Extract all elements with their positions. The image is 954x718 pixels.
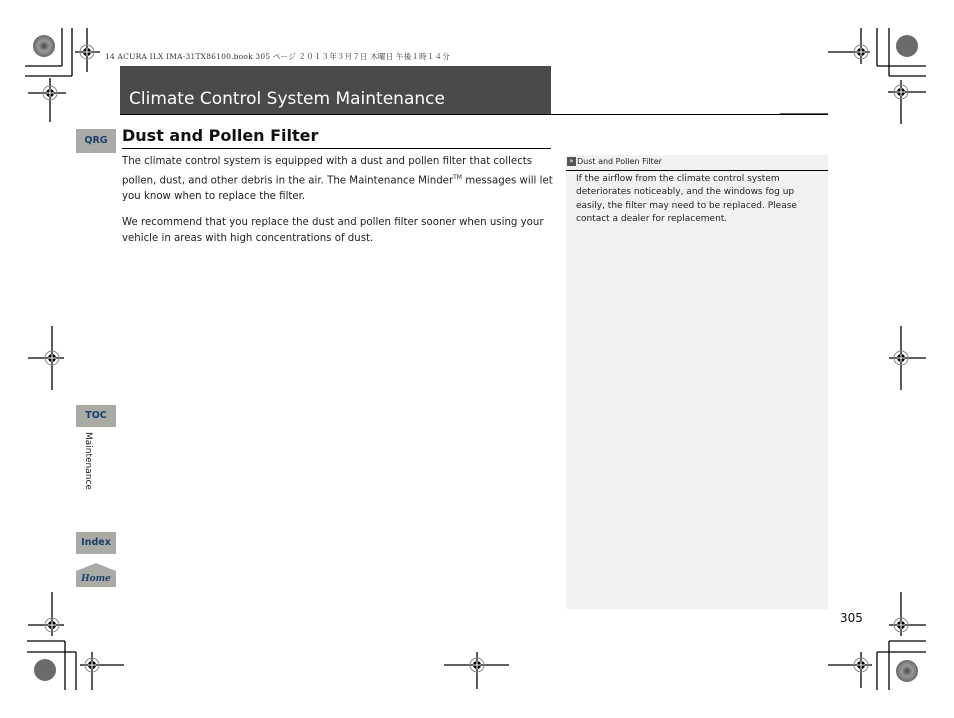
index-button[interactable]: Index [76,532,116,554]
paragraph-text: messages will let you know when to replace the filter. [122,175,553,203]
paragraph-text: The climate control system is equipped with a dust and pollen filter that collects pollen, dust, and other debris in the air. The Maintenance Minder [122,156,533,187]
section-heading: Dust and Pollen Filter [122,126,319,145]
page-title: Climate Control System Maintenance [129,89,445,109]
page-number: 305 [840,611,863,625]
print-header: 14 ACURA ILX IMA-31TX86100.book 305 ページ ２０１３年３月７日 木曜日 午後１時１４分 [105,52,450,61]
toc-button[interactable]: TOC [76,405,116,427]
double-chevron-right-icon[interactable]: » [567,157,576,166]
body-paragraph: We recommend that you replace the dust and pollen filter sooner when using your vehicle in areas with high concentrations of dust. [122,217,544,244]
trademark-symbol: TM [453,174,462,181]
sidebar-note-heading: Dust and Pollen Filter [577,157,662,166]
svg-text:Home: Home [81,574,111,584]
qrg-button[interactable]: QRG [76,129,116,153]
chapter-tab-label: Maintenance [83,432,93,490]
sidebar-note-text: If the airflow from the climate control system deteriorates noticeably, and the windows fog up easily, the filter may need to be replaced. Please contact a dealer for replacement. [576,174,797,225]
